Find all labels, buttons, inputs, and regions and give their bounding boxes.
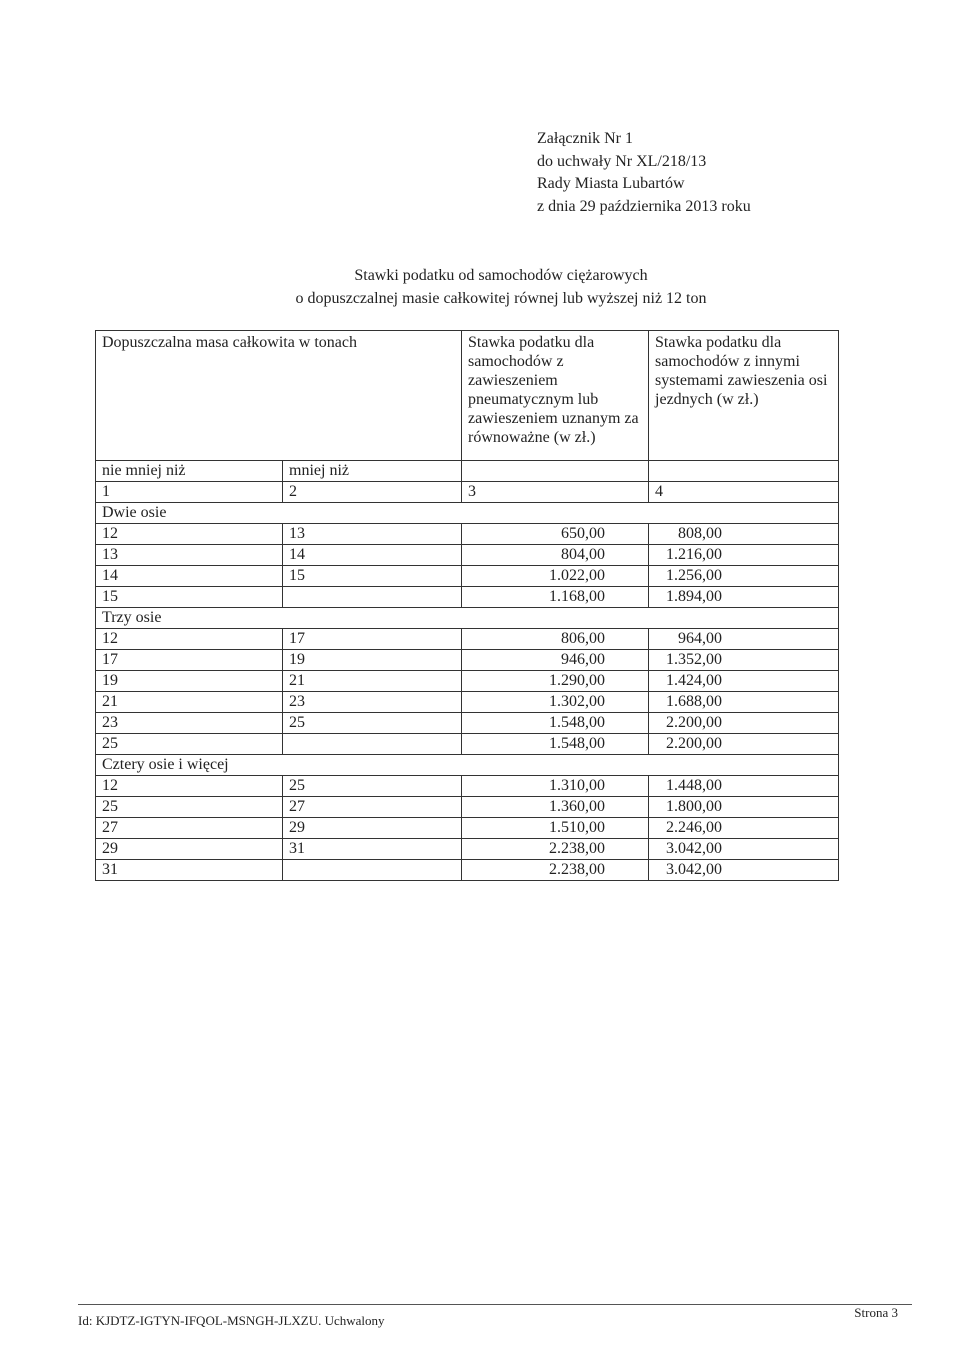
annex-date: z dnia 29 października 2013 roku <box>537 197 751 215</box>
subheader-from: nie mniej niż <box>96 461 283 482</box>
rate-pneumatic-cell: 946,00 <box>462 650 649 671</box>
table-row <box>96 860 839 881</box>
header-rate-pneumatic: Stawka podatku dla samochodów z zawieszeniem pneumatycznym lub zawieszeniem uznanym za równoważne (w zł.) <box>462 331 649 461</box>
mass-from-cell: 12 <box>96 524 283 545</box>
mass-to-cell <box>283 860 462 881</box>
rate-other-cell: 2.246,00 <box>649 818 839 839</box>
mass-to-cell <box>283 734 462 755</box>
rate-other-cell: 1.894,00 <box>649 587 839 608</box>
annex-header <box>537 128 751 218</box>
table-row <box>96 818 839 839</box>
table-row <box>96 839 839 860</box>
table-row <box>96 524 839 545</box>
rate-other-cell: 964,00 <box>649 629 839 650</box>
document-title <box>0 264 960 310</box>
table-row <box>96 545 839 566</box>
document-id: Id: KJDTZ-IGTYN-IFQOL-MSNGH-JLXZU. Uchwalony <box>78 1313 385 1328</box>
rate-other-cell: 808,00 <box>649 524 839 545</box>
rate-pneumatic-cell: 1.510,00 <box>462 818 649 839</box>
mass-from-cell: 14 <box>96 566 283 587</box>
rate-pneumatic-cell: 1.548,00 <box>462 713 649 734</box>
rate-pneumatic-cell: 1.548,00 <box>462 734 649 755</box>
rate-other-cell: 3.042,00 <box>649 860 839 881</box>
mass-to-cell: 27 <box>283 797 462 818</box>
mass-to-cell: 25 <box>283 713 462 734</box>
table-body <box>96 331 839 881</box>
mass-from-cell: 23 <box>96 713 283 734</box>
subheader-empty-3 <box>462 461 649 482</box>
tax-rates-table <box>95 330 839 881</box>
rate-other-cell: 1.800,00 <box>649 797 839 818</box>
rate-other-cell: 1.216,00 <box>649 545 839 566</box>
rate-other-cell: 1.256,00 <box>649 566 839 587</box>
footer-divider <box>78 1304 912 1305</box>
column-number-2: 2 <box>283 482 462 503</box>
mass-to-cell: 23 <box>283 692 462 713</box>
table-row <box>96 713 839 734</box>
mass-from-cell: 27 <box>96 818 283 839</box>
column-number-3: 3 <box>462 482 649 503</box>
rate-pneumatic-cell: 1.022,00 <box>462 566 649 587</box>
mass-to-cell: 15 <box>283 566 462 587</box>
rate-other-cell: 3.042,00 <box>649 839 839 860</box>
table-row <box>96 650 839 671</box>
header-row <box>96 331 839 461</box>
column-number-1: 1 <box>96 482 283 503</box>
table-row <box>96 566 839 587</box>
mass-to-cell: 21 <box>283 671 462 692</box>
mass-from-cell: 12 <box>96 776 283 797</box>
mass-from-cell: 19 <box>96 671 283 692</box>
table-row <box>96 671 839 692</box>
table-row <box>96 629 839 650</box>
table-row <box>96 776 839 797</box>
rate-other-cell: 2.200,00 <box>649 734 839 755</box>
mass-to-cell: 17 <box>283 629 462 650</box>
subheader-empty-4 <box>649 461 839 482</box>
title-line-2: o dopuszczalnej masie całkowitej równej lub wyższej niż 12 ton <box>295 290 707 307</box>
annex-council: Rady Miasta Lubartów <box>537 175 685 192</box>
mass-to-cell <box>283 587 462 608</box>
mass-to-cell: 14 <box>283 545 462 566</box>
annex-resolution: do uchwały Nr XL/218/13 <box>537 152 707 170</box>
mass-from-cell: 31 <box>96 860 283 881</box>
rate-pneumatic-cell: 650,00 <box>462 524 649 545</box>
rate-other-cell: 2.200,00 <box>649 713 839 734</box>
header-mass: Dopuszczalna masa całkowita w tonach <box>96 331 462 461</box>
title-line-1: Stawki podatku od samochodów ciężarowych <box>354 267 648 284</box>
axle-group-label: Dwie osie <box>96 503 839 524</box>
mass-from-cell: 15 <box>96 587 283 608</box>
rate-pneumatic-cell: 804,00 <box>462 545 649 566</box>
subheader-row <box>96 461 839 482</box>
mass-from-cell: 25 <box>96 797 283 818</box>
rate-pneumatic-cell: 1.290,00 <box>462 671 649 692</box>
mass-from-cell: 29 <box>96 839 283 860</box>
table-row <box>96 692 839 713</box>
mass-to-cell: 25 <box>283 776 462 797</box>
group-row <box>96 503 839 524</box>
table-row <box>96 587 839 608</box>
page-number: Strona 3 <box>854 1305 898 1320</box>
mass-from-cell: 12 <box>96 629 283 650</box>
rate-other-cell: 1.424,00 <box>649 671 839 692</box>
axle-group-label: Cztery osie i więcej <box>96 755 839 776</box>
mass-to-cell: 29 <box>283 818 462 839</box>
header-rate-other: Stawka podatku dla samochodów z innymi systemami zawieszenia osi jezdnych (w zł.) <box>649 331 839 461</box>
rate-pneumatic-cell: 1.302,00 <box>462 692 649 713</box>
group-row <box>96 755 839 776</box>
rate-pneumatic-cell: 1.310,00 <box>462 776 649 797</box>
rate-pneumatic-cell: 1.360,00 <box>462 797 649 818</box>
rate-pneumatic-cell: 2.238,00 <box>462 860 649 881</box>
table-row <box>96 797 839 818</box>
rate-pneumatic-cell: 2.238,00 <box>462 839 649 860</box>
column-number-4: 4 <box>649 482 839 503</box>
rate-other-cell: 1.688,00 <box>649 692 839 713</box>
annex-number: Załącznik Nr 1 <box>537 130 633 147</box>
group-row <box>96 608 839 629</box>
column-number-row <box>96 482 839 503</box>
mass-from-cell: 21 <box>96 692 283 713</box>
rate-pneumatic-cell: 806,00 <box>462 629 649 650</box>
mass-to-cell: 31 <box>283 839 462 860</box>
mass-from-cell: 17 <box>96 650 283 671</box>
rate-other-cell: 1.352,00 <box>649 650 839 671</box>
subheader-to: mniej niż <box>283 461 462 482</box>
mass-to-cell: 19 <box>283 650 462 671</box>
table-row <box>96 734 839 755</box>
mass-to-cell: 13 <box>283 524 462 545</box>
rate-other-cell: 1.448,00 <box>649 776 839 797</box>
rate-pneumatic-cell: 1.168,00 <box>462 587 649 608</box>
axle-group-label: Trzy osie <box>96 608 839 629</box>
mass-from-cell: 25 <box>96 734 283 755</box>
mass-from-cell: 13 <box>96 545 283 566</box>
